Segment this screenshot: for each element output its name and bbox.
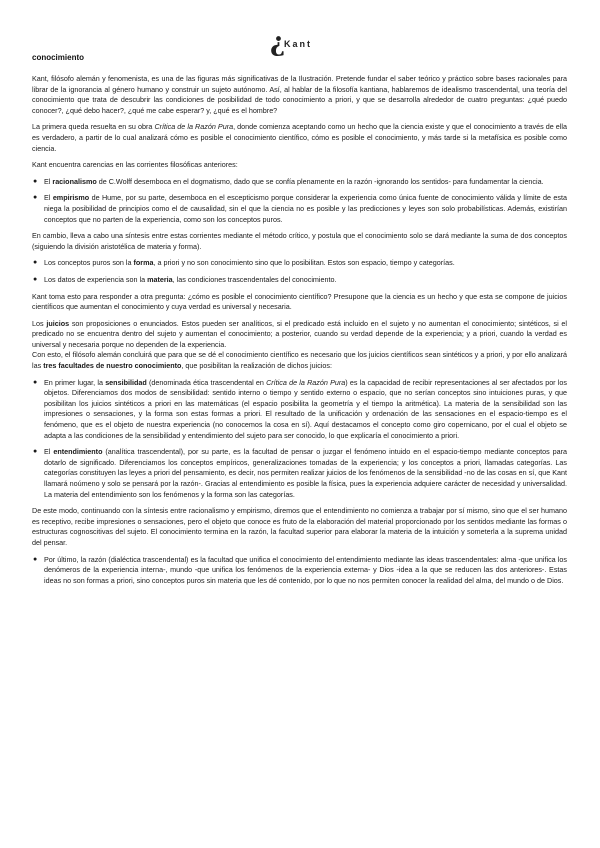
paragraph-carencias: Kant encuentra carencias en las corrientes filosóficas anteriores: — [32, 160, 238, 170]
text-run: El — [44, 176, 53, 186]
text-run: de C.Wolff desemboca en el dogmatismo, dado que se confía plenamente en la razón -ignorando los sentidos- para fundamentar la ciencia. — [96, 176, 544, 186]
bullet-icon: ● — [33, 177, 38, 185]
text-run: Los conceptos puros son la — [44, 258, 134, 268]
text-run: ) es la capacidad de recibir representaciones al ser afectados por los objetos. Diferenciamos dos modos de sensibilidad: sentido interno o tiempo y sentido externo o espacio, que no serían conceptos sino intuiciones puras, y que posibilitan los juicios sintéticos a priori en las matemáticas (el espacio posibilita la geometría y el tiempo la aritmética). La materia de la sensibilidad son las impresiones o sensaciones, y la forma son estas formas a priori. El resultado de la unificación y ordenación de las sensaciones en el espacio-tiempo es el fenómeno, que es el objeto de nuestra experiencia (no conocemos la cosa en sí). Aquí destacamos el concepto como giro copernicano, por el cual el objeto se adapta a las condiciones de la sensibilidad y entendimiento del sujeto para ser conocido, lo que explicaría el conocimiento a priori. — [44, 377, 567, 440]
text-run: Los — [32, 318, 47, 328]
bold-term: tres facultades de nuestro conocimiento — [43, 361, 182, 371]
bullet-icon: ● — [33, 275, 38, 283]
text-run: (denominada ética trascendental en — [146, 377, 267, 387]
question-mark-logo: ¿ — [270, 28, 286, 58]
bold-term: materia — [147, 274, 173, 284]
book-title: Crítica de la Razón Pura — [154, 122, 234, 132]
list-facultades — [32, 378, 567, 501]
list-razon — [32, 555, 567, 587]
document-title: Kant — [284, 39, 312, 49]
list-item — [32, 275, 567, 286]
document-header — [0, 28, 600, 62]
paragraph-sintesis: En cambio, lleva a cabo una síntesis entre estas corrientes mediante el método crítico, y postula que el conocimiento solo se dará mediante la suma de dos conceptos (siguiendo la división aristotélica de materia y forma). — [32, 231, 567, 251]
book-title: Crítica de la Razón Pura — [266, 377, 346, 387]
bold-term: sensibilidad — [105, 377, 147, 387]
list-item — [32, 555, 567, 587]
text-run: , a priori y no son conocimiento sino que lo posibilitan. Estos son espacio, tiempo y categorías. — [153, 258, 455, 268]
list-item — [32, 447, 567, 500]
list-conceptos — [32, 258, 567, 285]
bullet-icon: ● — [33, 259, 38, 267]
paragraph-juicios — [32, 319, 567, 372]
text-run: El — [44, 447, 54, 457]
text-run: En primer lugar, la — [44, 377, 106, 387]
section-label: conocimiento — [32, 53, 85, 62]
text-run: son proposiciones o enunciados. Estos pueden ser analíticos, si el predicado está incluido en el sujeto y no aumentan el conocimiento; sintéticos, si el predicado no se encuentra dentro del sujeto y aumentan el conocimiento; a posterior, cuando su verdad depende de la experiencia; y a priori, cuando la verdad es universal y necesaria porque no dependen de la experiencia. — [32, 318, 567, 349]
bullet-icon: ● — [33, 378, 38, 386]
text-run: de Hume, por su parte, desemboca en el escepticismo porque considerar la experiencia como única fuente de conocimiento válida y límite de esta niega la posibilidad de principios como el de causalidad, sin el que la ciencia no es posible y las predicciones y leyes son solo probabilísticas. Además, existirían conceptos que no parten de la experiencia, como son los conceptos puros. — [44, 193, 567, 224]
document-body — [32, 74, 567, 592]
bullet-icon: ● — [33, 194, 38, 202]
text-run: Con esto, el filósofo alemán concluirá que para que se dé el conocimiento científico es necesario que los juicios científicos sean sintéticos y a priori, y por ello analizará las — [32, 350, 567, 371]
text-run: , donde comienza aceptando como un hecho que la ciencia existe y que el conocimiento a través de ella es verdadero, a partir de lo cual analizará cómo es posible el conocimiento científico, cómo es posible el conocimiento, y más tarde si la metafísica es posible como ciencia. — [32, 122, 568, 153]
bold-term: entendimiento — [53, 447, 103, 457]
text-run: Los datos de experiencia son la — [44, 274, 148, 284]
list-corrientes — [32, 177, 567, 225]
paragraph-primera — [32, 122, 567, 154]
text-run: , las condiciones trascendentales del conocimiento. — [172, 274, 337, 284]
paragraph-conclusion: De este modo, continuando con la síntesis entre racionalismo y empirismo, diremos que el entendimiento no comienza a trabajar por sí mismo, sino que el ser humano es receptivo, recibe impresiones o sensaciones, pero el objeto que conoce es fruto de la elaboración del material proporcionado por los sentidos mediante las formas o estructuras cognoscitivas del sujeto. El conocimiento termina en la razón, la facultad superior para elaborar la materia de la intuición y someterla a la suprema unidad del pensar. — [32, 506, 567, 547]
text-run: La primera queda resuelta en su obra — [32, 122, 155, 132]
list-item — [32, 258, 567, 269]
paragraph-intro: Kant, filósofo alemán y fenomenista, es una de las figuras más significativas de la Ilustración. Pretende fundar el saber teórico y práctico sobre bases racionales para librar de la ignorancia al género humano y construir un sujeto autónomo. Así, al hablar de la filosofía kantiana, hablaremos de idealismo trascendental, una teoría del conocimiento que trata de descubrir las condiciones de posibilidad de todo conocimiento a priori, y que se desarrolla alrededor de cuatro preguntas: ¿qué puedo conocer?, ¿qué debo hacer?, ¿qué me cabe esperar? y, ¿qué es el hombre? — [32, 74, 567, 115]
bold-term: forma — [133, 258, 154, 268]
paragraph-pregunta: Kant toma esto para responder a otra pregunta: ¿cómo es posible el conocimiento científico? Presupone que la ciencia es un hecho y que esta se compone de juicios científicos que aumentan el conocimiento y cuya verdad es universal y necesaria. — [32, 291, 567, 312]
list-item — [32, 177, 567, 188]
bullet-icon: ● — [33, 448, 38, 456]
text-run: El — [44, 193, 53, 203]
bold-term: racionalismo — [52, 176, 97, 186]
text-run: (analítica trascendental), por su parte, es la facultad de pensar o juzgar el fenómeno intuido en el espacio-tiempo mediante conceptos para dotarlo de significado. Diferenciamos los conceptos empíricos, generalizaciones tomadas de la experiencia; y los conceptos a priori, llamadas categorías. Las categorías constituyen las leyes a priori del pensamiento, es decir, nos permiten realizar juicios de los fenómenos de la sensibilidad -no de las cosas en sí, que Kant llamará noúmeno y solo se pensará por la razón-. Gracias al entendimiento es posible la física, pues la experiencia adquiere carácter de necesidad y universalidad. La materia del entendimiento son los fenómenos y la forma son las categorías. — [44, 447, 568, 499]
bold-term: empirismo — [52, 193, 90, 203]
list-item — [32, 193, 567, 225]
text-run: Por último, la razón (dialéctica trascendental) es la facultad que unifica el conocimiento del entendimiento mediante las ideas trascendentales: alma -que unifica los denómeros de la experiencia interna-, mundo -que unifica los fenómenos de la experiencia externa- y Dios -idea a la que se reducen las dos anteriores-. Estas ideas no son formas a priori, sino conceptos puros sin materia que les dé contenido, por lo que no nos permiten conocer la realidad del alma, del mundo o de Dios. — [44, 554, 567, 585]
list-item — [32, 378, 567, 442]
bullet-icon: ● — [33, 555, 38, 563]
bold-term: juicios — [46, 318, 70, 328]
text-run: , que posibilitan la realización de dichos juicios: — [181, 361, 333, 371]
